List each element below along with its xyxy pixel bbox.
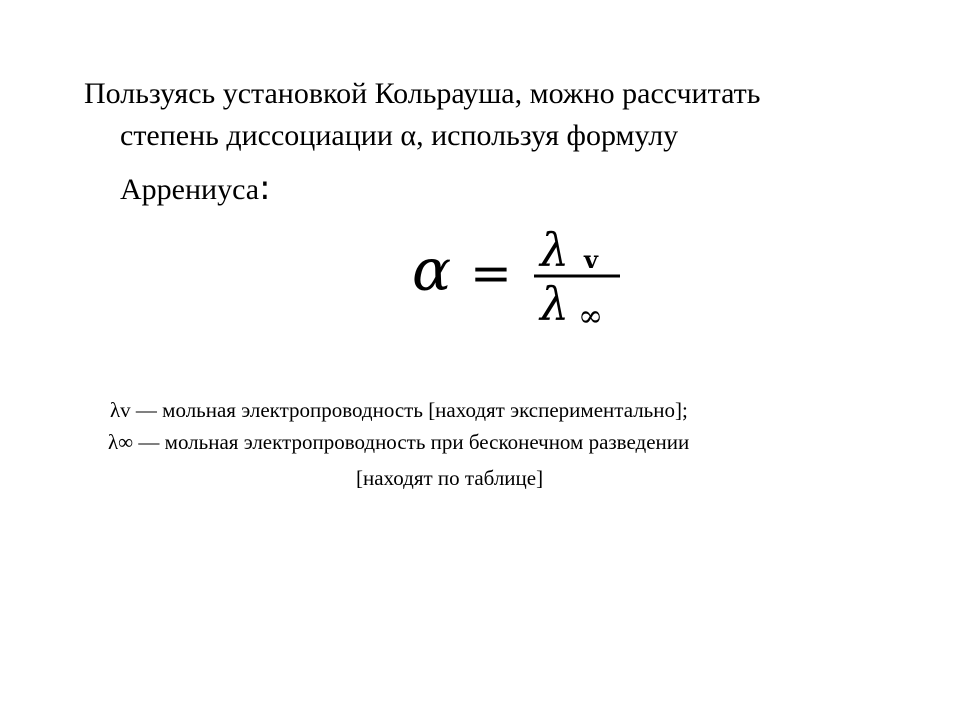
intro-text-line-1: Пользуясь установкой Кольрауша, можно рассчитать	[84, 77, 761, 110]
formula-subscript-infinity: ∞	[578, 299, 603, 332]
formula-equals: =	[470, 244, 512, 302]
intro-text-line-2: степень диссоциации α, используя формулу	[120, 119, 679, 152]
formula-lambda-denominator: λ	[540, 277, 570, 331]
note-lambda-infinity: λ∞ — мольная электропроводность при бесконечном разведении	[108, 430, 690, 454]
colon: :	[259, 168, 271, 208]
note-table-source: [находят по таблице]	[356, 466, 544, 490]
arrhenius-word: Аррениуса	[120, 173, 260, 206]
intro-text-line-3	[120, 168, 271, 210]
note-lambda-v: λv — мольная электропроводность [находят экспериментально];	[110, 398, 688, 422]
formula-subscript-v: v	[584, 245, 598, 274]
formula-graphic	[400, 222, 640, 332]
formula-alpha: α	[412, 236, 452, 304]
formula-lambda-numerator: λ	[540, 223, 570, 277]
arrhenius-formula	[400, 222, 640, 332]
